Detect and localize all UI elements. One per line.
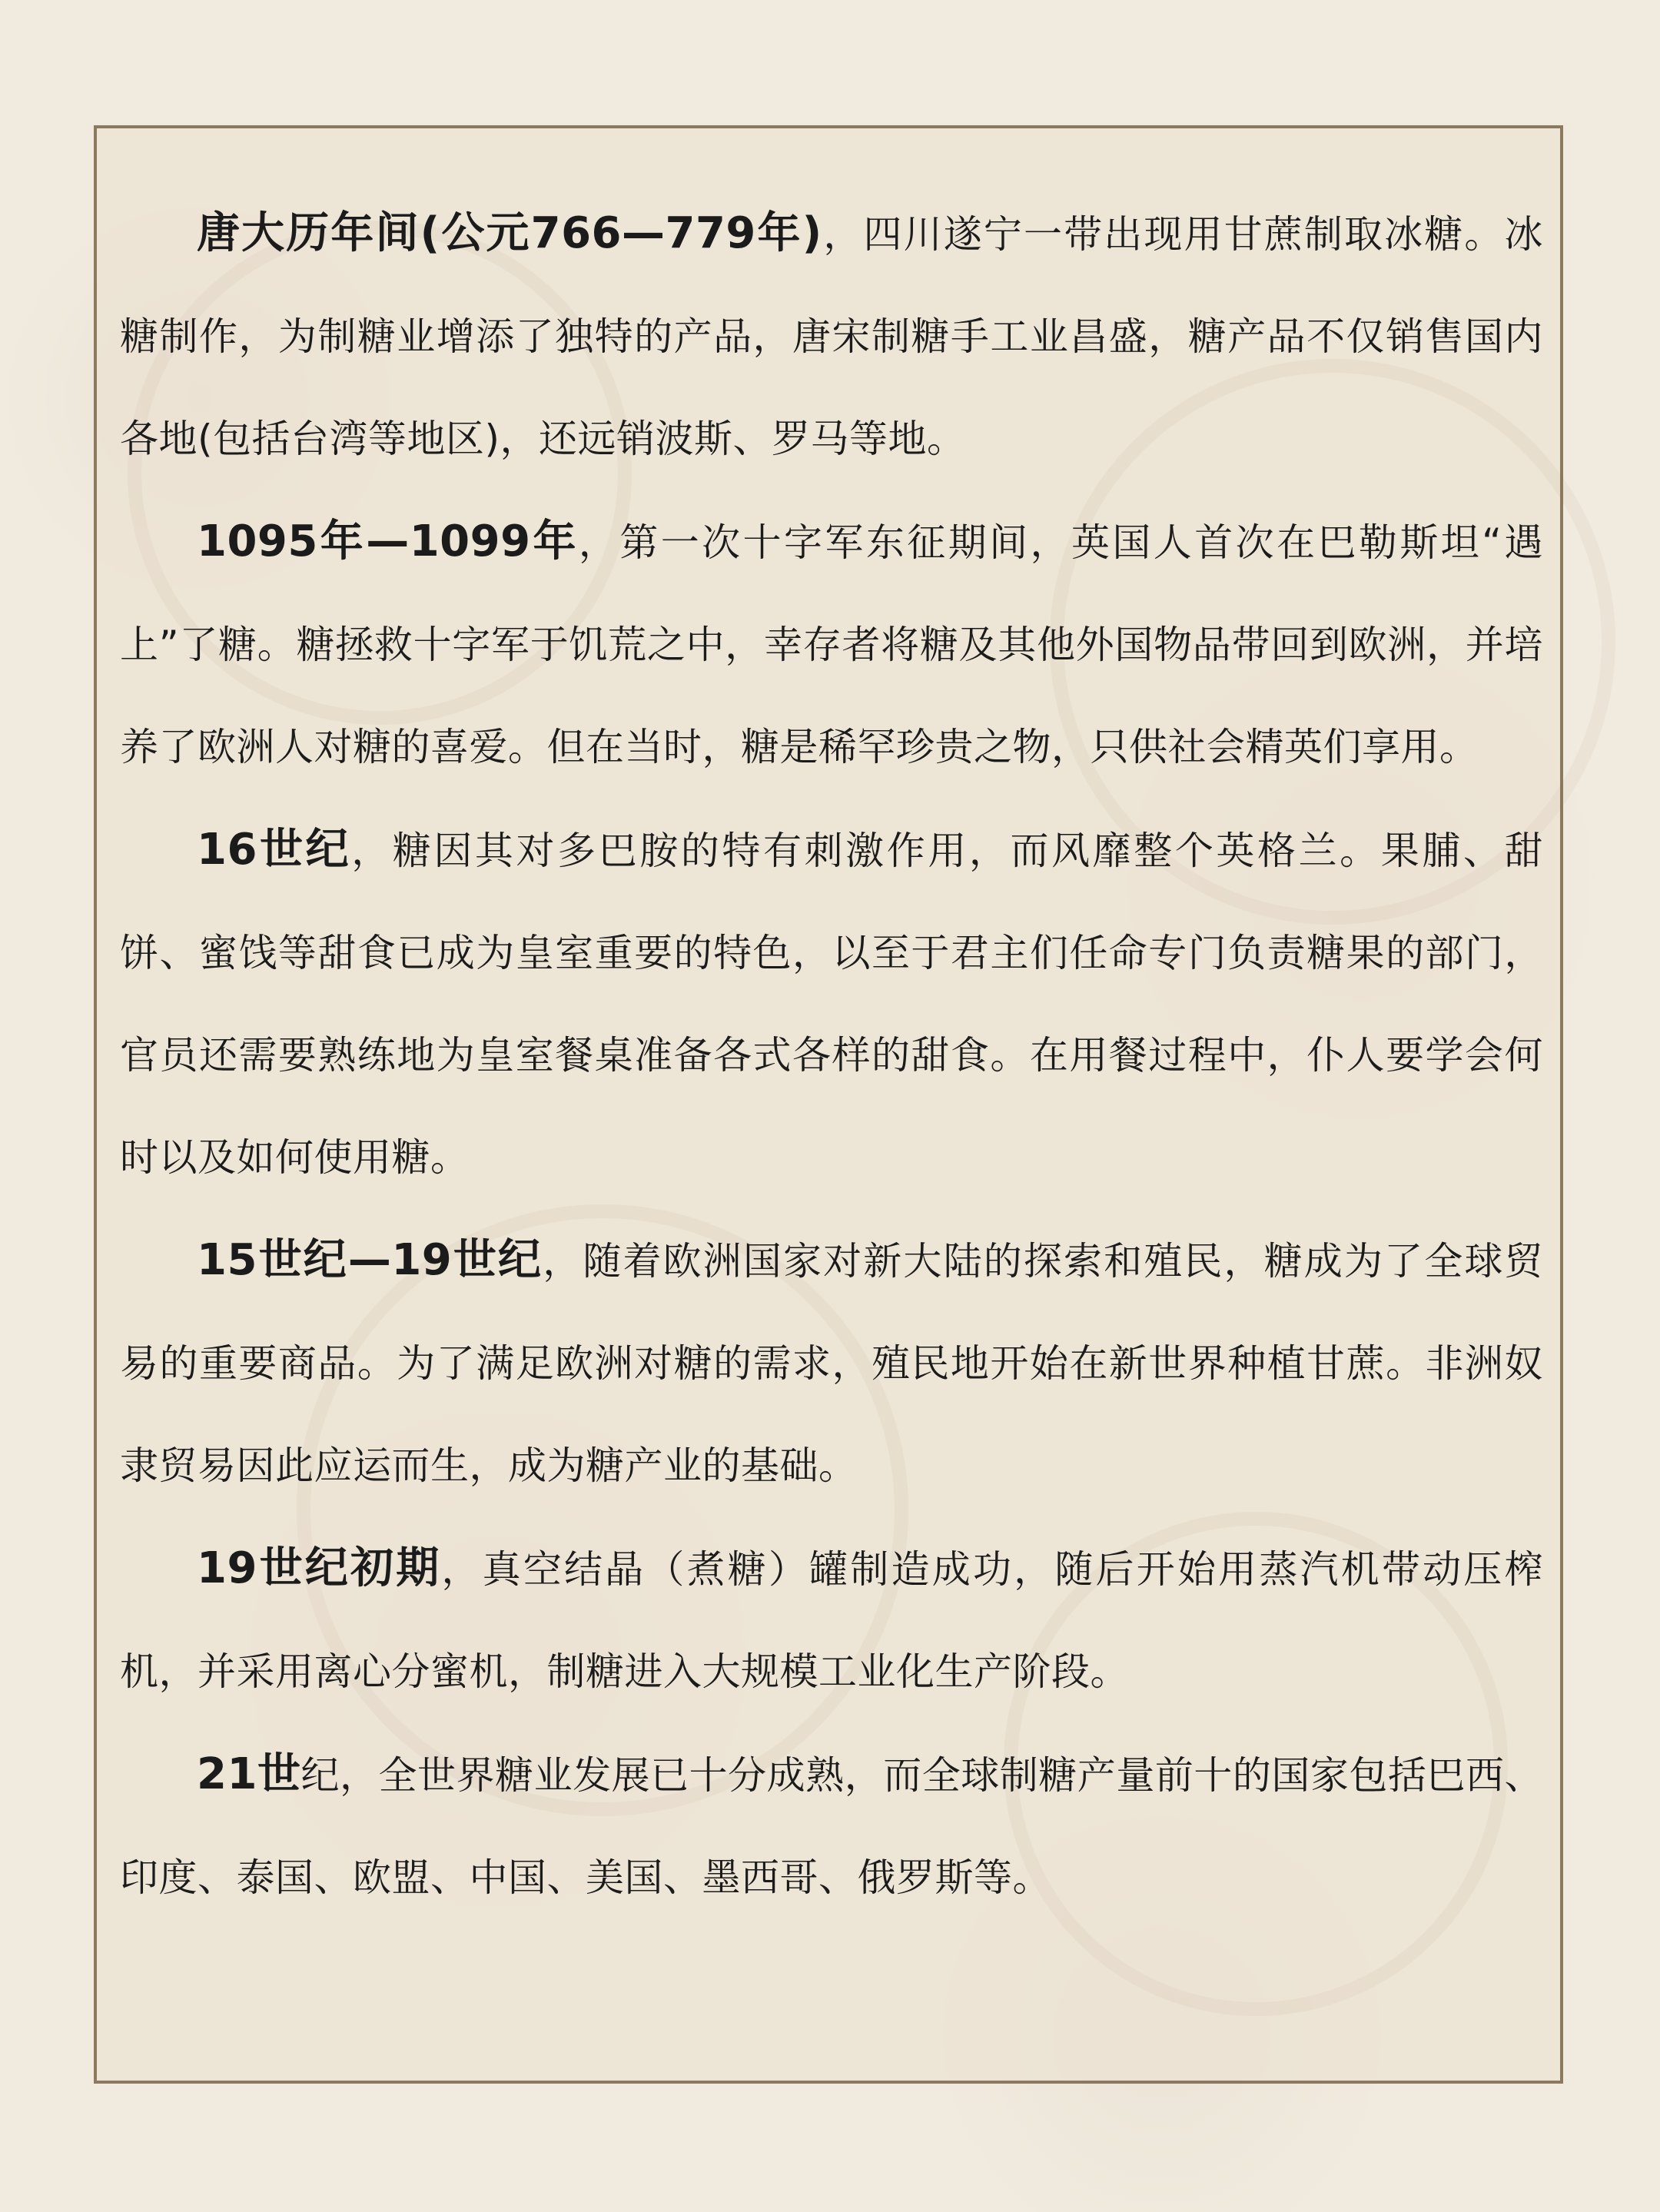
paragraph-colonial-era [120,1209,1543,1517]
article-body [120,182,1543,1929]
paragraph-crusades [120,490,1543,799]
paragraph-date-highlight: 1095年—1099年 [197,516,579,566]
paragraph-text: ，第一次十字军东征期间，英国人首次在巴勒斯坦“遇上”了糖。糖拯救十字军于饥荒之中，幸存者将糖及其他外国物品带回到欧洲，并培养了欧洲人对糖的喜爱。但在当时，糖是稀罕珍贵之物，只供社会精英们享用。 [120,520,1543,769]
paragraph-21st-century [120,1723,1543,1929]
paragraph-text: ，四川遂宁一带出现用甘蔗制取冰糖。冰糖制作，为制糖业增添了独特的产品，唐宋制糖手工业昌盛，糖产品不仅销售国内各地(包括台湾等地区)，还远销波斯、罗马等地。 [120,212,1543,461]
paragraph-industrialization [120,1517,1543,1723]
paragraph-text: 纪，全世界糖业发展已十分成熟，而全球制糖产量前十的国家包括巴西、印度、泰国、欧盟、中国、美国、墨西哥、俄罗斯等。 [120,1753,1543,1900]
paragraph-text: ，随着欧洲国家对新大陆的探索和殖民，糖成为了全球贸易的重要商品。为了满足欧洲对糖的需求，殖民地开始在新世界种植甘蔗。非洲奴隶贸易因此应运而生，成为糖产业的基础。 [120,1239,1543,1488]
paragraph-16th-century [120,799,1543,1209]
paragraph-text: ，糖因其对多巴胺的特有刺激作用，而风靡整个英格兰。果脯、甜饼、蜜饯等甜食已成为皇室重要的特色，以至于君主们任命专门负责糖果的部门，官员还需要熟练地为皇室餐桌准备各式各样的甜食。在用餐过程中，仆人要学会何时以及如何使用糖。 [120,829,1544,1180]
paragraph-text: ，真空结晶（煮糖）罐制造成功，随后开始用蒸汽机带动压榨机，并采用离心分蜜机，制糖进入大规模工业化生产阶段。 [120,1547,1544,1694]
paragraph-tang-dynasty [120,182,1543,490]
page-frame [94,125,1563,2084]
paragraph-date-highlight: 21世 [197,1749,301,1799]
paragraph-date-highlight: 15世纪—19世纪 [197,1235,543,1285]
paragraph-date-highlight: 19世纪初期 [197,1543,442,1593]
paragraph-date-highlight: 16世纪 [197,825,352,875]
paragraph-date-highlight: 唐大历年间(公元766—779年) [197,208,822,258]
